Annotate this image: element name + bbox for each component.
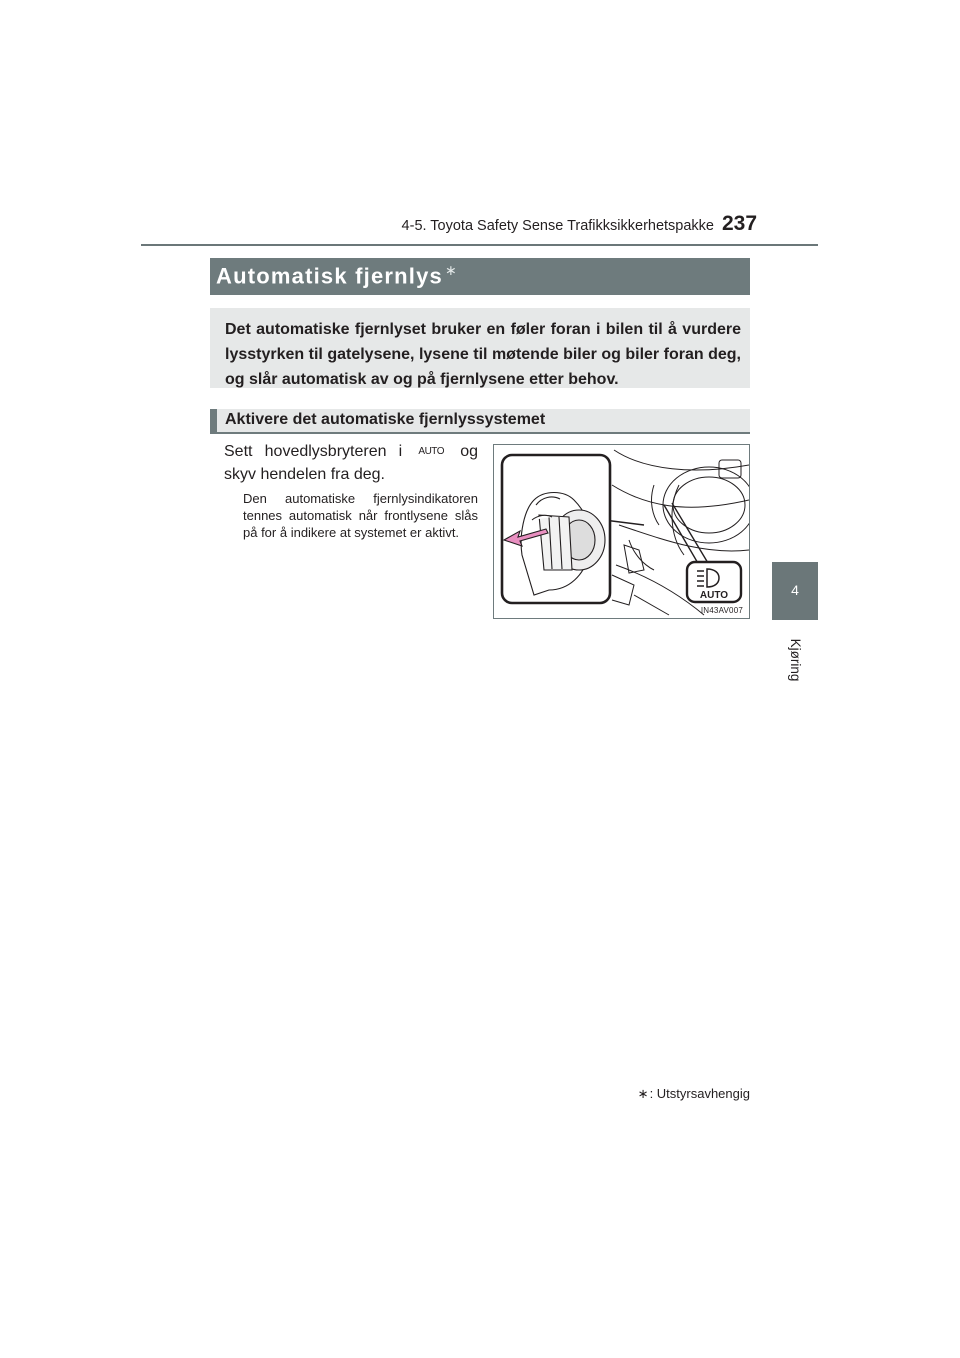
chapter-number: 4 xyxy=(791,582,799,598)
step-text-after: og skyv hendelen fra deg. xyxy=(224,443,478,483)
figure-code: IN43AV007 xyxy=(700,606,743,615)
page-number: 237 xyxy=(722,212,758,235)
running-header-section: 4-5. Toyota Safety Sense Trafikksikkerhetspakke xyxy=(401,218,714,234)
intro-box xyxy=(210,308,750,388)
header-divider xyxy=(141,244,818,246)
footnote-text: : Utstyrsavhengig xyxy=(649,1086,750,1101)
subheading: Aktivere det automatiske fjernlyssystemet xyxy=(225,411,546,428)
lever-illustration xyxy=(494,445,749,618)
section-title-bar xyxy=(210,258,750,295)
page-title-text: Automatisk fjernlys xyxy=(216,263,443,289)
step-text-before: Sett hovedlysbryteren i xyxy=(224,443,403,460)
step-instruction xyxy=(224,440,478,486)
figure-indicator-label: AUTO xyxy=(699,590,729,601)
subheading-bar xyxy=(210,409,750,434)
chapter-name: Kjøring xyxy=(788,638,803,682)
page-title xyxy=(216,262,458,289)
footnote-marker-icon: ∗ xyxy=(637,1086,649,1101)
chapter-tab[interactable] xyxy=(772,562,818,620)
equipment-marker-icon: ∗ xyxy=(444,262,458,278)
footnote xyxy=(580,1086,750,1102)
headlight-lever-figure xyxy=(493,444,750,619)
step-note: Den automatiske fjernlysindikatoren tennes automatisk når frontlysene slås på for å indikere at systemet er aktivt. xyxy=(243,491,478,540)
subheading-accent xyxy=(210,409,217,432)
auto-switch-icon: AUTO xyxy=(418,446,445,457)
intro-text: Det automatiske fjernlyset bruker en føler foran i bilen til å vurdere lysstyrken til gatelysene, lysene til møtende biler og biler foran deg, og slår automatisk av og på fjernlysene etter behov. xyxy=(225,321,741,388)
